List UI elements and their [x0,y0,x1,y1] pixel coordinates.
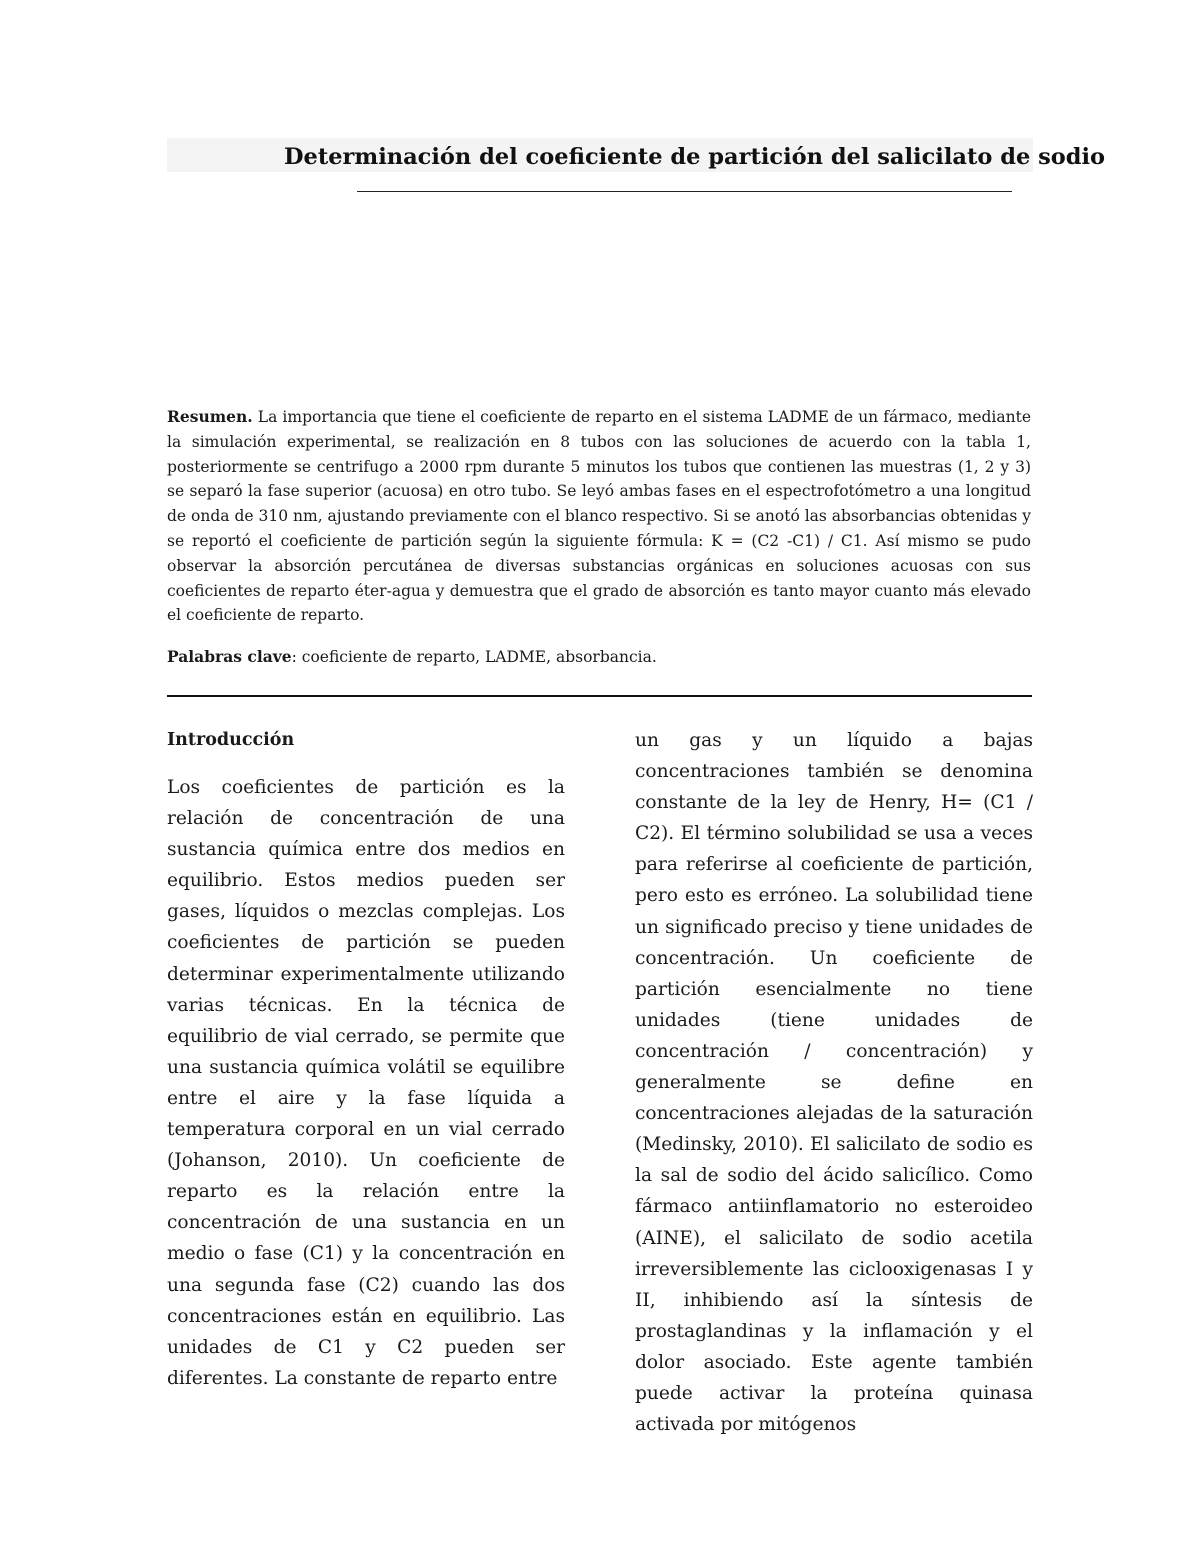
introduction-left-text: Los coeficientes de partición es la relación de concentración de una sustancia química entre dos medios en equilibrio. Estos medios pueden ser gases, líquidos o mezclas complejas. Los coeficientes de partición se pueden determinar experimentalmente utilizando varias técnicas. En la técnica de equilibrio de vial cerrado, se permite que una sustancia química volátil se equilibre entre el aire y la fase líquida a temperatura corporal en un vial cerrado (Johanson, 2010). Un coeficiente de reparto es la relación entre la concentración de una sustancia en un medio o fase (C1) y la concentración en una segunda fase (C2) cuando las dos concentraciones están en equilibrio. Las unidades de C1 y C2 pueden ser diferentes. La constante de reparto entre [167,777,565,1389]
title-underline [357,191,1012,192]
keywords-text: : coeficiente de reparto, LADME, absorbancia. [291,648,657,666]
abstract-label: Resumen. [167,407,253,426]
document-title: Determinación del coeficiente de partición del salicilato de sodio [284,144,1106,170]
section-divider [167,695,1032,697]
introduction-right-text: un gas y un líquido a bajas concentraciones también se denomina constante de la ley de Henry, H= (C1 / C2). El término solubilidad se usa a veces para referirse al coeficiente de partición, pero esto es erróneo. La solubilidad tiene un significado preciso y tiene unidades de concentración. Un coeficiente de partición esencialmente no tiene unidades (tiene unidades de concentración / concentración) y generalmente se define en concentraciones alejadas de la saturación (Medinsky, 2010). El salicilato de sodio es la sal de sodio del ácido salicílico. Como fármaco antiinflamatorio no esteroideo (AINE), el salicilato de sodio acetila irreversiblemente las ciclooxigenasas I y II, inhibiendo así la síntesis de prostaglandinas y la inflamación y el dolor asociado. Este agente también puede activar la proteína quinasa activada por mitógenos [635,730,1033,1436]
abstract-text: La importancia que tiene el coeficiente de reparto en el sistema LADME de un fármaco, mediante la simulación experimental, se realización en 8 tubos con las soluciones de acuerdo con la tabla 1, posteriormente se centrifugo a 2000 rpm durante 5 minutos los tubos que contienen las muestras (1, 2 y 3) se separó la fase superior (acuosa) en otro tubo. Se leyó ambas fases en el espectrofotómetro a una longitud de onda de 310 nm, ajustando previamente con el blanco respectivo. Si se anotó las absorbancias obtenidas y se reportó el coeficiente de partición según la siguiente fórmula: K = (C2 -C1) / C1. Así mismo se pudo observar la absorción percutánea de diversas substancias orgánicas en soluciones acuosas con sus coeficientes de reparto éter-agua y demuestra que el grado de absorción es tanto mayor cuanto más elevado el coeficiente de reparto. [167,408,1031,625]
left-column [167,725,565,1394]
abstract [167,405,1031,628]
right-column [635,725,1033,1440]
keywords [167,645,1031,669]
keywords-label: Palabras clave [167,647,292,666]
introduction-heading: Introducción [167,730,295,750]
